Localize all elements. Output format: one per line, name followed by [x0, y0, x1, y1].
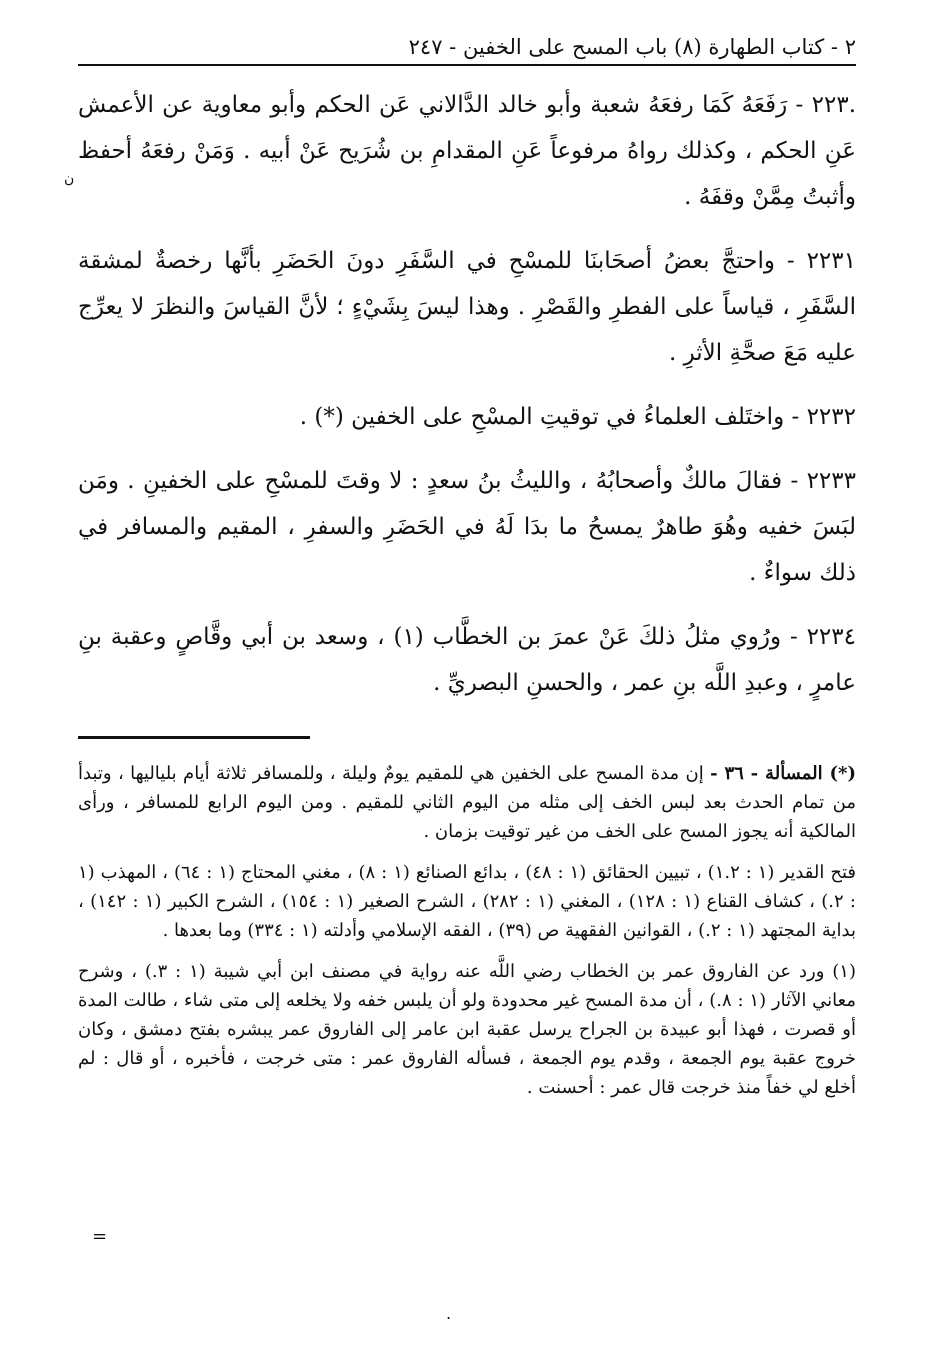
footnote-references: فتح القدير (١ : ١.٢) ، تبيين الحقائق (١ : ٤٨) ، بدائع الصنائع (١ : ٨) ، مغني المحتاج (١ : ٦٤) ، المهذب (١ : ٢.) ، كشاف القناع (١ : ١٢٨) ، المغني (١ : ٢٨٢) ، الشرح الصغير (١ : ١٥٤) ، الشرح الكبير (١ : ١٤٢) ، بداية المجتهد (١ : ٢.) ، القوانين الفقهية ص (٣٩) ، الفقه الإسلامي وأدلته (١ : ٣٣٤) وما بعدها . — [78, 862, 857, 941]
main-text — [78, 82, 856, 706]
running-header — [78, 30, 856, 66]
paragraph-2230: .٢٢٣ - رَفَعَهُ كَمَا رفعَهُ شعبة وأبو خالد الدَّالاني عَن الحكم وأبو معاوية عن الأعمش عَنِ الحكم ، وكذلك رواهُ مرفوعاً عَنِ المقدامِ بن شُرَيح عَنْ أبيه . وَمَنْ رفعَهُ أحفظ وأثبتُ مِمَّنْ وقفَهُ . — [78, 92, 856, 210]
issue-label: (*) المسألة - ٣٦ - — [710, 763, 856, 784]
bottom-dot: . — [446, 1304, 452, 1323]
footnote-1: (١) ورد عن الفاروق عمر بن الخطاب رضي اللَّه عنه رواية في مصنف ابن أبي شيبة (١ : ٣.) ، وشرح معاني الآثار (١ : ٨.) ، أن مدة المسح غير محدودة ولو أن يلبس خفه ولا يخلعه إلى متى شاء ، طالت المدة أو قصرت ، فهذا أبو عبيدة بن الجراح يرسل عقبة ابن عامر إلى الفاروق عمر يبشره بفتح دمشق ، وكان خروج عقبة يوم الجمعة ، وقدم يوم الجمعة ، فسأله الفاروق عمر : متى خرجت ، فأخبره ، أو قال : لم أخلع لي خفاً منذ خرجت قال عمر : أحسنت . — [78, 961, 856, 1098]
paragraph-2234: ٢٢٣٤ - ورُوي مثلُ ذلكَ عَنْ عمرَ بن الخطَّاب (١) ، وسعد بن أبي وقَّاصٍ وعقبة بنِ عامرٍ ، وعبدِ اللَّه بنِ عمر ، والحسنِ البصريِّ . — [78, 624, 856, 696]
paragraph-2231: ٢٢٣١ - واحتجَّ بعضُ أصحَابنَا للمسْحِ في السَّفَرِ دونَ الحَضَرِ بأنَّها رخصةٌ لمشقة السَّفَرِ ، قياساً على الفطرِ والقَصْرِ . وهذا ليسَ بِشَيْءٍ ؛ لأنَّ القياسَ والنظرَ لا يعرِّج عليه مَعَ صحَّةِ الأثرِ . — [78, 248, 856, 366]
book-page — [64, 30, 857, 1330]
continuation-mark: = — [92, 1226, 108, 1247]
paragraph-2232: ٢٢٣٢ - واختَلف العلماءُ في توقيتِ المسْحِ على الخفين (*) . — [299, 404, 856, 430]
paragraph-2233: ٢٢٣٣ - فقالَ مالكٌ وأصحابُهُ ، والليثُ بنُ سعدٍ : لا وقتَ للمسْحِ على الخفينِ . ومَن لبَسَ خفيه وهُوَ طاهرٌ يمسحُ ما بدَا لَهُ في الحَضَرِ والسفرِ ، المقيم والمسافر في ذلك سواءٌ . — [78, 468, 856, 586]
margin-note-mark: ن — [64, 171, 75, 187]
footnote-separator — [78, 736, 310, 739]
footnote-issue — [78, 759, 856, 846]
issue-text: إن مدة المسح على الخفين هي للمقيم يومٌ وليلة ، وللمسافر ثلاثة أيام بلياليها ، وتبدأ من تمام الحدث بعد لبس الخف إلى مثله من اليوم الثاني للمقيم . ومن اليوم الرابع للمسافر ، ورأى المالكية أنه يجوز المسح على الخف من غير توقيت بزمان . — [78, 763, 856, 842]
footnotes — [78, 759, 856, 1102]
header-title: ٢ - كتاب الطهارة (٨) باب المسح على الخفين - ٢٤٧ — [401, 34, 856, 60]
